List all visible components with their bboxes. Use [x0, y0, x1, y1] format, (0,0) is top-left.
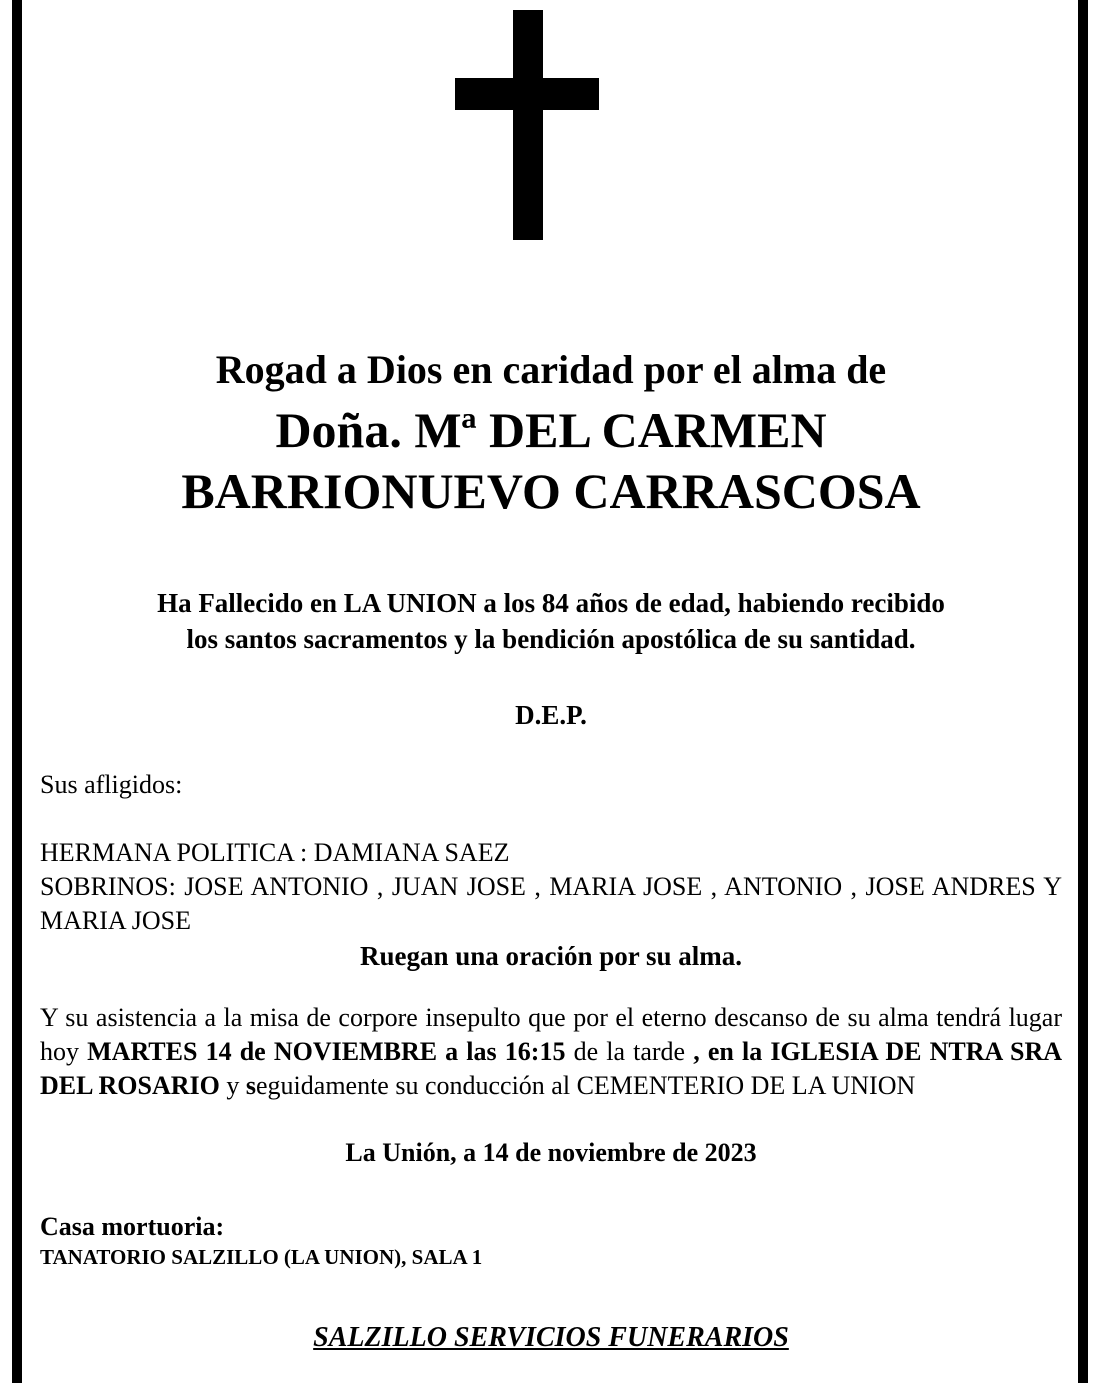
mass-location: , en la IGLESIA DE NTRA SRA DEL ROSARIO — [40, 1037, 1062, 1100]
mass-s-bold: s — [245, 1071, 257, 1100]
cross-horizontal-bar — [455, 78, 599, 110]
death-notice-line2: los santos sacramentos y la bendición apostólica de su santidad. — [186, 624, 916, 654]
death-notice-line1: Ha Fallecido en LA UNION a los 84 años de edad, habiendo recibido — [157, 588, 945, 618]
deceased-name-line2: BARRIONUEVO CARRASCOSA — [181, 463, 921, 519]
relatives-list — [40, 836, 1062, 938]
funeral-company-name: SALZILLO SERVICIOS FUNERARIOS — [313, 1322, 789, 1353]
mass-rest: eguidamente su conducción al CEMENTERIO DE LA UNION — [256, 1071, 916, 1100]
invocation-heading: Rogad a Dios en caridad por el alma de — [215, 347, 887, 392]
latin-cross-icon — [455, 10, 599, 240]
relatives-line1: HERMANA POLITICA : DAMIANA SAEZ — [40, 838, 510, 867]
mass-date: MARTES 14 de NOVIEMBRE — [87, 1037, 438, 1066]
deceased-name-line1: Doña. Mª DEL CARMEN — [275, 402, 827, 458]
mass-intro: Y su asistencia a la misa de corpore insepulto que por el eterno descanso de su alma tendrá lugar hoy — [40, 1003, 1062, 1066]
right-border-line — [1078, 0, 1088, 1383]
mass-and: y — [219, 1071, 246, 1100]
prayer-request: Ruegan una oración por su alma. — [359, 941, 743, 971]
mass-time: 16:15 — [504, 1037, 566, 1066]
mass-paragraph — [40, 1001, 1062, 1103]
mass-period: de la tarde — [565, 1037, 694, 1066]
relatives-line2: SOBRINOS: JOSE ANTONIO , JUAN JOSE , MARIA JOSE , ANTONIO , JOSE ANDRES Y MARIA JOSE — [40, 872, 1062, 935]
rest-in-peace-text: D.E.P. — [515, 700, 587, 730]
funeral-home-label: Casa mortuoria: — [40, 1212, 225, 1241]
death-notice — [40, 585, 1062, 657]
funeral-home-value: TANATORIO SALZILLO (LA UNION), SALA 1 — [40, 1245, 483, 1269]
place-date: La Unión, a 14 de noviembre de 2023 — [345, 1138, 757, 1167]
cross-vertical-bar — [513, 10, 543, 240]
mass-at: a las — [437, 1037, 505, 1066]
left-border-line — [12, 0, 22, 1383]
mourners-label: Sus afligidos: — [40, 770, 183, 799]
